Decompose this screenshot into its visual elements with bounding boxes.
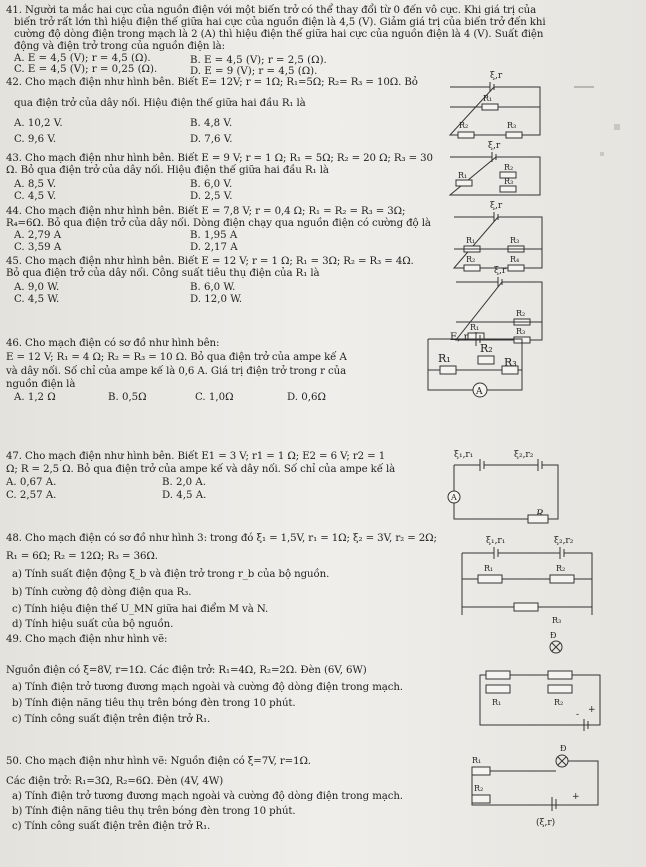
q48-r3-label: R₃ — [552, 616, 562, 625]
q44-source-label: ξ,r — [490, 201, 503, 211]
q43-option-c: C. 4,5 V. — [14, 191, 57, 202]
q46-r2-label: R₂ — [480, 342, 493, 355]
q46-ammeter-label: A — [476, 387, 483, 397]
q43-line-1: 43. Cho mạch điện như hình bên. Biết E = 9 V; r = 1 Ω; R₁ = 5Ω; R₂ = 20 Ω; R₃ = 30 — [6, 153, 433, 164]
q43-circuit-diagram — [440, 141, 550, 205]
q41-line-1: 41. Người ta mắc hai cực của nguồn điện với một biến trở có thể thay đổi từ 0 đến vô cực. Khi giá trị của — [6, 5, 537, 16]
q50-line-1: 50. Cho mạch điện như hình vẽ: Nguồn điện có ξ=7V, r=1Ω. — [6, 756, 311, 767]
q46-line-3: và dây nối. Số chỉ của ampe kế là 0,6 A. Giá trị điện trở trong r của — [6, 366, 347, 377]
q44-circuit-diagram — [450, 201, 550, 270]
q48-resistor-r2 — [550, 575, 574, 583]
q42-circuit-diagram — [440, 71, 550, 150]
q50-circuit-diagram — [468, 745, 618, 835]
q48-r1-label: R₁ — [484, 564, 494, 573]
q48-part-c: c) Tính hiệu điện thế U_MN giữa hai điểm M và N. — [12, 604, 269, 615]
q41-line-3: cường độ dòng điện trong mạch là 2 (A) thì hiệu điện thế giữa hai cực của nguồn điện là 4 (V). Suất điện — [14, 29, 544, 40]
q46-option-a: A. 1,2 Ω — [14, 392, 56, 403]
q48-resistor-r3 — [514, 603, 538, 611]
q50-r2-label: R₂ — [474, 784, 484, 793]
q47-source2-label: ξ₂,r₂ — [514, 450, 534, 460]
q47-option-c: C. 2,57 A. — [6, 490, 57, 501]
q50-part-b: b) Tính điện năng tiêu thụ trên bóng đèn trong 10 phút. — [12, 806, 296, 817]
q47-ammeter-label: A — [451, 493, 457, 502]
q42-option-c: C. 9,6 V. — [14, 134, 57, 145]
q49-minus-label: - — [576, 710, 580, 720]
q41-option-c: C. E = 4,5 (V); r = 0,25 (Ω). — [14, 64, 158, 75]
q42-r3-label: R₃ — [507, 121, 517, 130]
q45-option-c: C. 4,5 W. — [14, 294, 60, 305]
q48-line-1: 48. Cho mạch điện có sơ đồ như hình 3: trong đó ξ₁ = 1,5V, r₁ = 1Ω; ξ₂ = 3V, r₂ = 2Ω; — [6, 533, 437, 544]
q44-option-a: A. 2,79 A — [14, 230, 62, 241]
q48-r2-label: R₂ — [556, 564, 566, 573]
q49-resistor-top-left — [486, 671, 510, 679]
q49-r1-label: R₁ — [492, 698, 502, 707]
q44-option-c: C. 3,59 A — [14, 242, 62, 253]
q46-line-2: E = 12 V; R₁ = 4 Ω; R₂ = R₃ = 10 Ω. Bỏ qua điện trở của ampe kế A — [6, 352, 347, 363]
q42-source-label: ξ,r — [490, 71, 503, 81]
q47-line-1: 47. Cho mạch điện như hình bên. Biết E1 = 3 V; r1 = 1 Ω; E2 = 6 V; r2 = 1 — [6, 451, 386, 462]
q49-resistor-r2 — [548, 685, 572, 693]
q45-r2-label: R₂ — [516, 309, 526, 318]
q49-resistor-top-right — [548, 671, 572, 679]
q45-line-1: 45. Cho mạch điện như hình bên. Biết E = 12 V; r = 1 Ω; R₁ = 3Ω; R₂ = R₃ = 4Ω. — [6, 256, 414, 267]
q48-circuit-diagram — [452, 535, 602, 647]
q41-option-b: B. E = 4,5 (V); r = 2,5 (Ω). — [190, 55, 327, 66]
q48-part-d: d) Tính hiệu suất của bộ nguồn. — [12, 619, 174, 630]
q43-resistor-r1 — [456, 180, 472, 186]
q47-option-d: D. 4,5 A. — [162, 490, 207, 501]
q46-line-1: 46. Cho mạch điện có sơ đồ như hình bên: — [6, 338, 220, 349]
q49-resistor-r1 — [486, 685, 510, 693]
q45-option-d: D. 12,0 W. — [190, 294, 243, 305]
margin-mark — [614, 124, 620, 130]
q43-resistor-r3 — [500, 186, 516, 192]
q46-circuit-diagram — [420, 332, 530, 410]
q49-part-a: a) Tính điện trở tương đương mạch ngoài và cường độ dòng điện trong mạch. — [12, 682, 403, 693]
q48-source1-label: ξ₁,r₁ — [486, 536, 506, 546]
q46-option-d: D. 0,6Ω — [287, 392, 326, 403]
q46-line-4: nguồn điện là — [6, 379, 76, 390]
q50-plus-label: + — [572, 792, 580, 802]
q41-line-4: động và điện trở trong của nguồn điện là: — [14, 41, 225, 52]
q45-source-label: ξ,r — [494, 266, 507, 276]
q41-option-a: A. E = 4,5 (V); r = 4,5 (Ω). — [14, 53, 151, 64]
q50-resistor-r1 — [472, 767, 490, 775]
q44-resistor-r4 — [508, 265, 524, 271]
q44-r2-label: R₂ — [466, 255, 476, 264]
q50-resistor-r2 — [472, 795, 490, 803]
q49-part-c: c) Tính công suất điện trên điện trở R₁. — [12, 714, 211, 725]
q44-line-2: R₄=6Ω. Bỏ qua điện trở của dây nối. Dòng điện chạy qua nguồn điện có cường độ là — [6, 218, 431, 229]
q42-resistor-r1 — [482, 104, 498, 110]
q45-option-b: B. 6,0 W. — [190, 282, 236, 293]
q44-r4-label: R₄ — [510, 255, 520, 264]
q45-line-2: Bỏ qua điện trở của dây nối. Công suất tiêu thụ điện của R₁ là — [6, 268, 320, 279]
q50-lamp-label: Đ — [560, 744, 567, 753]
q43-option-b: B. 6,0 V. — [190, 179, 233, 190]
q50-r1-label: R₁ — [472, 756, 482, 765]
q50-source-label: (ξ,r) — [536, 818, 556, 828]
q45-r1-label: R₁ — [470, 323, 480, 332]
q44-r1-label: R₁ — [466, 236, 476, 245]
q43-option-a: A. 8,5 V. — [14, 179, 57, 190]
q49-line-1: 49. Cho mạch điện như hình vẽ: — [6, 634, 168, 645]
q46-option-b: B. 0,5Ω — [108, 392, 147, 403]
q46-resistor-r1 — [440, 366, 456, 374]
q44-option-b: B. 1,95 A — [190, 230, 238, 241]
q47-option-b: B. 2,0 A. — [162, 477, 206, 488]
q48-source2-label: ξ₂,r₂ — [554, 536, 574, 546]
q49-part-b: b) Tính điện năng tiêu thụ trên bóng đèn trong 10 phút. — [12, 698, 296, 709]
margin-mark — [600, 152, 604, 156]
q46-r1-label: R₁ — [438, 352, 451, 365]
q50-line-2: Các điện trở: R₁=3Ω, R₂=6Ω. Đèn (4V, 4W) — [6, 776, 224, 787]
q49-r2-label: R₂ — [554, 698, 564, 707]
q42-resistor-r3 — [506, 132, 522, 138]
q44-resistor-r2 — [464, 265, 480, 271]
q44-option-d: D. 2,17 A — [190, 242, 238, 253]
q49-plus-label: + — [588, 705, 596, 715]
q45-r3-label: R₃ — [516, 327, 526, 336]
q49-circuit-diagram — [470, 665, 610, 735]
q42-option-d: D. 7,6 V. — [190, 134, 233, 145]
q48-line-2: R₁ = 6Ω; R₂ = 12Ω; R₃ = 36Ω. — [6, 551, 158, 562]
q43-option-d: D. 2,5 V. — [190, 191, 233, 202]
q46-resistor-r2 — [478, 356, 494, 364]
q44-r3-label: R₃ — [510, 236, 520, 245]
q43-line-2: Ω. Bỏ qua điện trở của dây nối. Hiệu điện thế giữa hai đầu R₁ là — [6, 165, 329, 176]
q48-lamp-label: Đ — [550, 631, 557, 640]
q47-circuit-diagram — [450, 445, 560, 525]
q41-line-2: biến trở rất lớn thì hiệu điện thế giữa hai cực của nguồn điện là 4,5 (V). Giảm giá trị của biến trở đến khi — [14, 17, 546, 28]
q42-option-b: B. 4,8 V. — [190, 118, 233, 129]
q45-option-a: A. 9,0 W. — [14, 282, 60, 293]
q50-part-a: a) Tính điện trở tương đương mạch ngoài và cường độ dòng điện trong mạch. — [12, 791, 403, 802]
q46-r3-label: R₃ — [504, 356, 517, 369]
q44-line-1: 44. Cho mạch điện như hình bên. Biết E = 7,8 V; r = 0,4 Ω; R₁ = R₂ = R₃ = 3Ω; — [6, 206, 406, 217]
q41-option-d: D. E = 9 (V); r = 4,5 (Ω). — [190, 66, 318, 77]
q43-r3-label: R₃ — [504, 177, 514, 186]
q47-line-2: Ω; R = 2,5 Ω. Bỏ qua điện trở của ampe kế và dây nối. Số chỉ của ampe kế là — [6, 464, 396, 475]
q48-part-a: a) Tính suất điện động ξ_b và điện trở trong r_b của bộ nguồn. — [12, 569, 330, 580]
q47-source1-label: ξ₁,r₁ — [454, 450, 474, 460]
q48-resistor-r1 — [478, 575, 502, 583]
q42-r1-label: R₁ — [483, 94, 493, 103]
q47-resistor-r — [528, 515, 548, 523]
q42-line-1: 42. Cho mạch điện như hình bên. Biết E= 12V; r = 1Ω; R₁=5Ω; R₂= R₃ = 10Ω. Bỏ — [6, 77, 418, 88]
q43-source-label: ξ,r — [488, 141, 501, 151]
q43-r1-label: R₁ — [458, 171, 468, 180]
q42-resistor-r2 — [458, 132, 474, 138]
q46-source-label: E, r — [450, 332, 469, 343]
q50-part-c: c) Tính công suất điện trên điện trở R₁. — [12, 821, 211, 832]
q47-option-a: A. 0,67 A. — [6, 477, 57, 488]
q46-option-c: C. 1,0Ω — [195, 392, 234, 403]
q42-option-a: A. 10,2 V. — [14, 118, 63, 129]
q42-r2-label: R₂ — [459, 121, 469, 130]
q49-line-2: Nguồn điện có ξ=8V, r=1Ω. Các điện trở: R₁=4Ω, R₂=2Ω. Đèn (6V, 6W) — [6, 665, 367, 676]
q48-part-b: b) Tính cường độ dòng điện qua R₃. — [12, 587, 192, 598]
q42-line-2: qua điện trở của dây nối. Hiệu điện thế giữa hai đầu R₁ là — [14, 98, 306, 109]
q43-r2-label: R₂ — [504, 163, 514, 172]
margin-mark — [574, 86, 594, 88]
